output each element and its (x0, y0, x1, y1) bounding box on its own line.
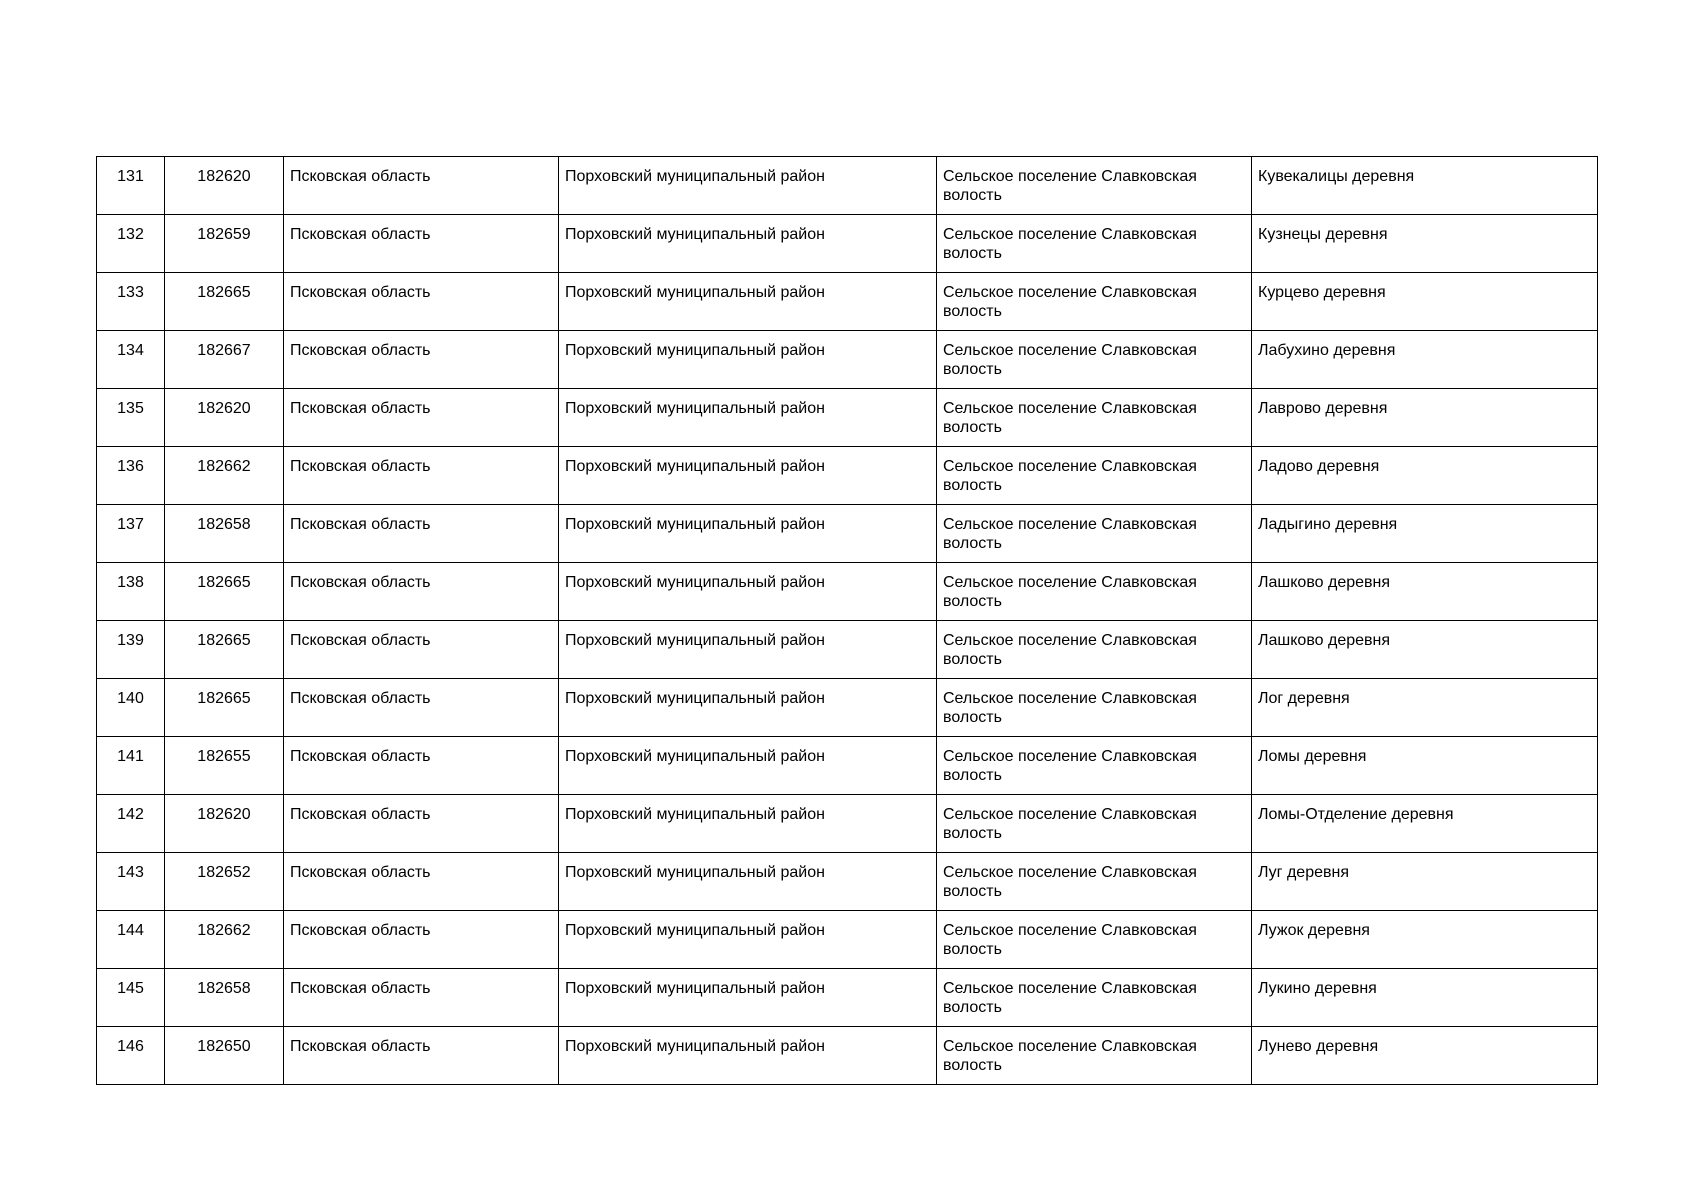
row-number-cell: 138 (97, 563, 165, 621)
postal-code-cell: 182659 (165, 215, 284, 273)
locality-cell: Ломы деревня (1252, 737, 1598, 795)
postal-code-cell: 182665 (165, 621, 284, 679)
district-cell: Порховский муниципальный район (559, 389, 937, 447)
district-cell: Порховский муниципальный район (559, 215, 937, 273)
settlement-cell: Сельское поселение Славковская волость (937, 1027, 1252, 1085)
settlement-cell: Сельское поселение Славковская волость (937, 389, 1252, 447)
row-number-cell: 143 (97, 853, 165, 911)
row-number-cell: 140 (97, 679, 165, 737)
region-cell: Псковская область (284, 1027, 559, 1085)
locality-cell: Лог деревня (1252, 679, 1598, 737)
region-cell: Псковская область (284, 563, 559, 621)
locality-cell: Луг деревня (1252, 853, 1598, 911)
table-row (97, 621, 1598, 679)
settlement-cell: Сельское поселение Славковская волость (937, 795, 1252, 853)
settlement-cell: Сельское поселение Славковская волость (937, 737, 1252, 795)
region-cell: Псковская область (284, 621, 559, 679)
district-cell: Порховский муниципальный район (559, 273, 937, 331)
postal-code-cell: 182652 (165, 853, 284, 911)
locality-cell: Ладово деревня (1252, 447, 1598, 505)
postal-code-cell: 182662 (165, 911, 284, 969)
locality-cell: Лашково деревня (1252, 563, 1598, 621)
region-cell: Псковская область (284, 215, 559, 273)
locality-cell: Курцево деревня (1252, 273, 1598, 331)
table-row (97, 157, 1598, 215)
table-row (97, 505, 1598, 563)
region-cell: Псковская область (284, 795, 559, 853)
row-number-cell: 144 (97, 911, 165, 969)
postal-code-cell: 182665 (165, 273, 284, 331)
postal-code-cell: 182655 (165, 737, 284, 795)
settlement-cell: Сельское поселение Славковская волость (937, 447, 1252, 505)
district-cell: Порховский муниципальный район (559, 505, 937, 563)
locality-cell: Кувекалицы деревня (1252, 157, 1598, 215)
settlement-cell: Сельское поселение Славковская волость (937, 911, 1252, 969)
table-row (97, 215, 1598, 273)
table-row (97, 737, 1598, 795)
locality-cell: Лунево деревня (1252, 1027, 1598, 1085)
settlement-cell: Сельское поселение Славковская волость (937, 621, 1252, 679)
table-row (97, 331, 1598, 389)
locality-table (96, 156, 1598, 1085)
settlement-cell: Сельское поселение Славковская волость (937, 853, 1252, 911)
district-cell: Порховский муниципальный район (559, 969, 937, 1027)
locality-cell: Ломы-Отделение деревня (1252, 795, 1598, 853)
row-number-cell: 145 (97, 969, 165, 1027)
settlement-cell: Сельское поселение Славковская волость (937, 215, 1252, 273)
district-cell: Порховский муниципальный район (559, 447, 937, 505)
row-number-cell: 142 (97, 795, 165, 853)
district-cell: Порховский муниципальный район (559, 853, 937, 911)
row-number-cell: 132 (97, 215, 165, 273)
locality-cell: Лашково деревня (1252, 621, 1598, 679)
postal-code-cell: 182658 (165, 505, 284, 563)
postal-code-cell: 182620 (165, 795, 284, 853)
table-row (97, 911, 1598, 969)
postal-code-cell: 182650 (165, 1027, 284, 1085)
locality-cell: Лукино деревня (1252, 969, 1598, 1027)
region-cell: Псковская область (284, 505, 559, 563)
district-cell: Порховский муниципальный район (559, 157, 937, 215)
postal-code-cell: 182662 (165, 447, 284, 505)
settlement-cell: Сельское поселение Славковская волость (937, 679, 1252, 737)
row-number-cell: 146 (97, 1027, 165, 1085)
table-row (97, 447, 1598, 505)
region-cell: Псковская область (284, 911, 559, 969)
settlement-cell: Сельское поселение Славковская волость (937, 273, 1252, 331)
settlement-cell: Сельское поселение Славковская волость (937, 563, 1252, 621)
district-cell: Порховский муниципальный район (559, 679, 937, 737)
region-cell: Псковская область (284, 389, 559, 447)
table-row (97, 853, 1598, 911)
postal-code-cell: 182658 (165, 969, 284, 1027)
postal-code-cell: 182667 (165, 331, 284, 389)
table-row (97, 389, 1598, 447)
table-row (97, 795, 1598, 853)
postal-code-cell: 182665 (165, 563, 284, 621)
district-cell: Порховский муниципальный район (559, 737, 937, 795)
region-cell: Псковская область (284, 679, 559, 737)
settlement-cell: Сельское поселение Славковская волость (937, 157, 1252, 215)
row-number-cell: 137 (97, 505, 165, 563)
table-row (97, 679, 1598, 737)
region-cell: Псковская область (284, 157, 559, 215)
region-cell: Псковская область (284, 853, 559, 911)
row-number-cell: 133 (97, 273, 165, 331)
settlement-cell: Сельское поселение Славковская волость (937, 505, 1252, 563)
district-cell: Порховский муниципальный район (559, 1027, 937, 1085)
row-number-cell: 139 (97, 621, 165, 679)
row-number-cell: 135 (97, 389, 165, 447)
settlement-cell: Сельское поселение Славковская волость (937, 969, 1252, 1027)
locality-cell: Кузнецы деревня (1252, 215, 1598, 273)
district-cell: Порховский муниципальный район (559, 621, 937, 679)
row-number-cell: 131 (97, 157, 165, 215)
locality-cell: Ладыгино деревня (1252, 505, 1598, 563)
region-cell: Псковская область (284, 447, 559, 505)
region-cell: Псковская область (284, 273, 559, 331)
row-number-cell: 141 (97, 737, 165, 795)
district-cell: Порховский муниципальный район (559, 331, 937, 389)
table-row (97, 969, 1598, 1027)
locality-cell: Лужок деревня (1252, 911, 1598, 969)
district-cell: Порховский муниципальный район (559, 563, 937, 621)
table-row (97, 273, 1598, 331)
table-row (97, 1027, 1598, 1085)
region-cell: Псковская область (284, 969, 559, 1027)
settlement-cell: Сельское поселение Славковская волость (937, 331, 1252, 389)
postal-code-cell: 182665 (165, 679, 284, 737)
table-row (97, 563, 1598, 621)
locality-cell: Лабухино деревня (1252, 331, 1598, 389)
region-cell: Псковская область (284, 331, 559, 389)
district-cell: Порховский муниципальный район (559, 911, 937, 969)
region-cell: Псковская область (284, 737, 559, 795)
postal-code-cell: 182620 (165, 157, 284, 215)
row-number-cell: 136 (97, 447, 165, 505)
postal-code-cell: 182620 (165, 389, 284, 447)
table-body (97, 157, 1598, 1085)
district-cell: Порховский муниципальный район (559, 795, 937, 853)
locality-cell: Лаврово деревня (1252, 389, 1598, 447)
row-number-cell: 134 (97, 331, 165, 389)
